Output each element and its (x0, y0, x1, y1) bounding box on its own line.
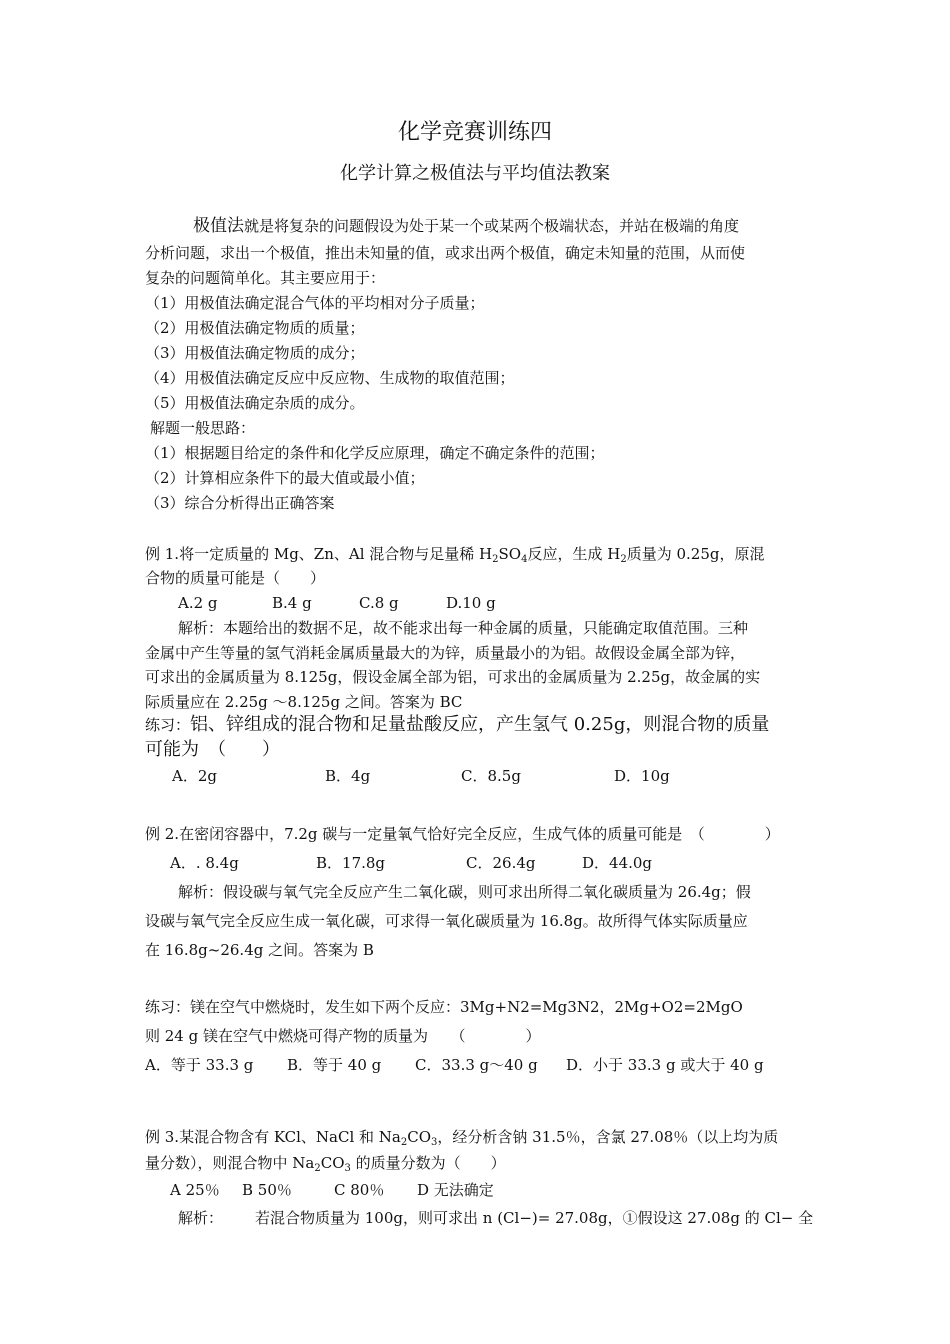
document-subtitle: 化学计算之极值法与平均值法教案 (340, 163, 610, 184)
example-2-analysis-line: 设碳与氧气完全反应生成一氧化碳，可求得一氧化碳质量为 16.8g。故所得气体实际质量应 (145, 912, 748, 930)
practice-1-option-d: D．10g (614, 767, 670, 785)
example-1-option-a: A.2 g (178, 594, 218, 612)
intro-line-1: 极值法就是将复杂的问题假设为处于某一个或某两个极端状态，并站在极端的角度 (193, 216, 740, 236)
intro-line-3: 复杂的问题简单化。其主要应用于： (145, 269, 386, 287)
use-item: （1）用极值法确定混合气体的平均相对分子质量； (145, 294, 485, 312)
step-item: （3）综合分析得出正确答案 (145, 494, 335, 512)
example-3-question-line-2: 量分数），则混合物中 $Na_2CO_3$ 的质量分数为（ ） (145, 1154, 506, 1174)
document-title: 化学竞赛训练四 (397, 120, 552, 145)
example-3-analysis-text: 若混合物质量为 100g，则可求出 n (Cl−)= 27.08g，①假设这 27.08g 的 Cl− 全 (255, 1209, 814, 1227)
use-item: （2）用极值法确定物质的质量； (145, 319, 365, 337)
example-2-option-a: A．. 8.4g (170, 854, 239, 872)
example-3-option-d: D 无法确定 (417, 1181, 494, 1199)
example-1-option-c: C.8 g (359, 594, 399, 612)
example-1-question-line-2: 合物的质量可能是（ ） (145, 569, 326, 587)
example-2-analysis-line: 解析：假设碳与氧气完全反应产生二氧化碳，则可求出所得二氧化碳质量为 26.4g；假 (178, 883, 751, 901)
intro-line-2: 分析问题，求出一个极值，推出未知量的值，或求出两个极值，确定未知量的范围，从而使 (145, 244, 746, 262)
practice-1-option-a: A．2g (172, 767, 217, 785)
example-2-question: 例 2.在密闭容器中，7.2g 碳与一定量氧气恰好完全反应，生成气体的质量可能是 （ ） (145, 825, 780, 843)
example-3-option-a: A 25％ (170, 1181, 220, 1199)
example-1-analysis-line: 际质量应在 2.25g ～8.125g 之间。答案为 BC (145, 693, 463, 711)
example-2-practice-line-2: 则 24 g 镁在空气中燃烧可得产物的质量为 （ ） (145, 1027, 541, 1045)
example-1-option-b: B.4 g (272, 594, 312, 612)
use-item: （3）用极值法确定物质的成分； (145, 344, 365, 362)
example-2-analysis-line: 在 16.8g~26.4g 之间。答案为 B (145, 941, 374, 959)
example-1-practice-line-1: 练习：铝、锌组成的混合物和足量盐酸反应，产生氢气 0.25g，则混合物的质量 (145, 714, 770, 735)
example-1-option-d: D.10 g (446, 594, 496, 612)
practice-2-option-a: A．等于 33.3 g (145, 1056, 254, 1074)
use-item: （4）用极值法确定反应中反应物、生成物的取值范围； (145, 369, 515, 387)
example-1-question: 例 1.将一定质量的 Mg、Zn、Al 混合物与足量稀 $H_2SO_4$反应，生成 $H_2$质量为 0.25g，原混 (145, 545, 765, 565)
example-3-analysis-label: 解析： (178, 1209, 224, 1227)
use-item: （5）用极值法确定杂质的成分。 (145, 394, 365, 412)
example-3-question: 例 3.某混合物含有 KCl、NaCl 和 $Na_2CO_3$，经分析含钠 31.5％，含氯 27.08％（以上均为质 (145, 1128, 779, 1148)
example-1-practice-line-2: 可能为 （ ） (145, 739, 280, 760)
example-2-practice-line-1: 练习：镁在空气中燃烧时，发生如下两个反应：3Mg+N2=Mg3N2，2Mg+O2=2MgO (145, 998, 743, 1016)
example-1-analysis-line: 金属中产生等量的氢气消耗金属质量最大的为锌，质量最小的为铝。故假设金属全部为锌， (145, 644, 746, 662)
practice-2-option-d: D．小于 33.3 g 或大于 40 g (566, 1056, 764, 1074)
practice-1-option-c: C．8.5g (461, 767, 521, 785)
practice-2-option-c: C．33.3 g～40 g (415, 1056, 538, 1074)
step-item: （2）计算相应条件下的最大值或最小值； (145, 469, 425, 487)
practice-1-option-b: B．4g (325, 767, 371, 785)
example-2-option-c: C．26.4g (466, 854, 536, 872)
step-item: （1）根据题目给定的条件和化学反应原理，确定不确定条件的范围； (145, 444, 605, 462)
practice-2-option-b: B．等于 40 g (287, 1056, 382, 1074)
intro-term: 极值法 (193, 216, 244, 236)
example-1-analysis-line: 解析：本题给出的数据不足，故不能求出每一种金属的质量，只能确定取值范围。三种 (178, 619, 749, 637)
approach-heading: 解题一般思路： (150, 419, 256, 437)
example-2-option-b: B．17.8g (316, 854, 386, 872)
example-3-option-c: C 80％ (334, 1181, 385, 1199)
example-1-analysis-line: 可求出的金属质量为 8.125g，假设金属全部为铝，可求出的金属质量为 2.25g，故金属的实 (145, 668, 761, 686)
example-2-option-d: D．44.0g (582, 854, 653, 872)
example-3-option-b: B 50％ (242, 1181, 292, 1199)
